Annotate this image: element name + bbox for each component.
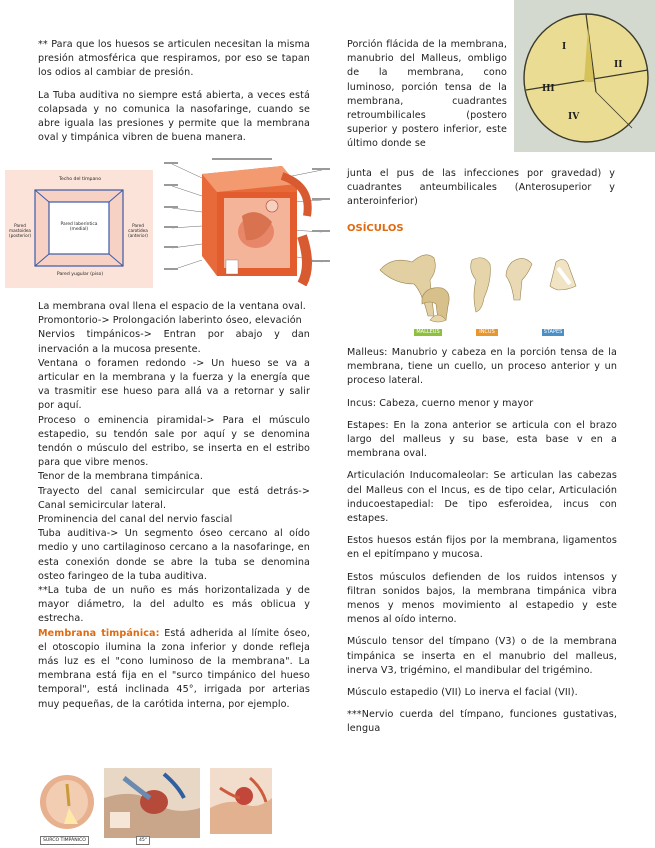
left-body-text — [38, 300, 310, 712]
tympanic-membrane-photo-svg — [38, 772, 96, 834]
malleus-paragraph: Malleus: Manubrio y cabeza en la porción tensa de la membrana, tiene un cuello, un proceso anterior y un proceso lateral. — [347, 347, 617, 387]
intro-paragraph-2: La Tuba auditiva no siempre está abierta, a veces está colapsada y no comunica la nasofaringe, cuando se abre iguala las presiones y permite que la membrana oval y timpánica vibren de buena manera. — [38, 89, 310, 144]
quadrant-II: II — [614, 60, 623, 70]
wall-top-label: Techo del tímpano — [58, 177, 102, 182]
ossicles-svg — [372, 240, 590, 338]
membrana-paragraph — [38, 627, 310, 712]
fixation-paragraph: Estos huesos están fijos por la membrana, ligamentos en el epitímpano y mucosa. — [347, 535, 617, 561]
wall-bottom-label: Pared yugular (piso) — [56, 272, 104, 277]
ear-cross-section-svg — [210, 768, 272, 834]
ear-cross-section-image — [210, 768, 272, 834]
tensor-paragraph: Músculo tensor del tímpano (V3) o de la membrana timpánica se inserta en el manubrio del malleus, inerva V3, trigémino, el mandibular del trigémino. — [347, 636, 617, 676]
body-line-piramidal: Proceso o eminencia piramidal-> Para el músculo estapedio, su tendón sale por aquí y se denomina tendón o músculo del estribo, se inserta en el estribo para que vibre menos. — [38, 414, 310, 469]
muscles-paragraph: Estos músculos defienden de los ruidos intensos y filtran sonidos bajos, la membrana timpánica vibra menos y menos movimiento al estapedio y este menos al oído interno. — [347, 571, 617, 626]
body-line-tuba: Tuba auditiva-> Un segmento óseo cercano al oído medio y uno cartilaginoso cercano a la nasofaringe, en esta conexión donde se abre la tuba se denomina osteo faringeo de la tuba auditiva. — [38, 528, 310, 582]
membrana-title: Membrana timpánica: — [38, 627, 160, 639]
intro-text — [38, 38, 310, 153]
ossicles-illustration — [372, 240, 590, 338]
middle-ear-box-illustration — [162, 156, 332, 286]
tympanic-membrane-photo — [38, 772, 96, 834]
tympanic-quadrants-svg — [514, 0, 655, 152]
body-line-nino: **La tuba de un nuño es más horizontalizada y de mayor diámetro, la del adulto es más oblicua y estrecha. — [38, 585, 310, 625]
stapes-label: STAPES — [543, 329, 563, 335]
body-line-ventana: Ventana o foramen redondo -> Un hueso se va a articular en la membrana y la fuerza y la energía que va trasmitir ese hueso para allá va a retornar y salir por aquí. — [38, 357, 310, 412]
body-line-nervios: Nervios timpánicos-> Entran por abajo y dan inervación a la mucosa presente. — [38, 329, 310, 355]
estapedio-paragraph: Músculo estapedio (VII) Lo inerva el facial (VII). — [347, 687, 578, 699]
malleus-label: MALLEUS — [414, 329, 442, 336]
body-line-promontorio: Promontorio-> Prolongación laberinto óseo, elevación — [38, 315, 302, 327]
portion-text — [347, 38, 507, 152]
portion-paragraph: Porción flácida de la membrana, manubrio del Malleus, ombligo de la membrana, cono luminoso, porción tensa de la membrana, cuadrantes retroumbilicales (postero superior y postero inferior, este último donde se — [347, 39, 507, 150]
caption-surco: SURCO TIMPÁNICO — [40, 836, 89, 845]
ossicles-heading: OSÍCULOS — [347, 223, 404, 234]
incus-label: INCUS — [476, 329, 498, 336]
middle-ear-section-image — [104, 768, 200, 838]
middle-ear-box-svg — [162, 156, 332, 286]
wall-left-label: Pared mastoidea (posterior) — [8, 223, 32, 238]
caption-angle: 45° — [136, 836, 150, 845]
wall-right-label: Pared carotidea (anterior) — [128, 223, 148, 238]
tympanic-walls-diagram — [5, 170, 153, 288]
wall-center-label: Pared laberíntica (medial) — [60, 222, 98, 232]
quadrant-I: I — [562, 42, 567, 52]
membrana-text: Está adherida al límite óseo, el otoscopio ilumina la zona inferior y donde refleja más luz es el "cono luminoso de la membrana". La membrana está fija en el "surco timpánico del hueso temporal", está inclinada 45°, irrigada por arterias muy pequeñas, de la carótida interna, por ejemplo. — [38, 627, 310, 710]
estapes-paragraph: Estapes: En la zona anterior se articula con el brazo largo del malleus y su base, esta base v en a membrana oval. — [347, 419, 617, 460]
body-line-tenor: Tenor de la membrana timpánica. — [38, 471, 204, 483]
portion-cont-paragraph: junta el pus de las infecciones por gravedad) y cuadrantes anteumbilicales (Anterosuperior y anteroinferior) — [347, 168, 615, 208]
quadrant-IV: IV — [568, 112, 580, 122]
middle-ear-section-svg — [104, 768, 200, 838]
intro-paragraph-1: ** Para que los huesos se articulen necesitan la misma presión atmosférica que respiramos, por eso se tapan los odios al cambiar de presión. — [38, 39, 310, 79]
portion-cont-text — [347, 167, 615, 210]
body-line-oval: La membrana oval llena el espacio de la ventana oval. — [38, 301, 306, 312]
body-line-prominencia: Prominencia del canal del nervio fascial — [38, 514, 233, 526]
tympanic-quadrants-diagram — [514, 0, 655, 152]
cuerda-paragraph: ***Nervio cuerda del tímpano, funciones gustativas, lengua — [347, 709, 617, 735]
quadrant-III: III — [542, 84, 555, 94]
body-line-canal: Trayecto del canal semicircular que está detrás-> Canal semicircular lateral. — [38, 485, 310, 511]
right-body-text — [347, 346, 617, 745]
articulation-paragraph: Articulación Inducomaleolar: Se articulan las cabezas del Malleus con el Incus, es de tipo celar, Articulación inducoestapedial: De tipo esferoidea, incus con estapes. — [347, 470, 617, 525]
incus-paragraph: Incus: Cabeza, cuerno menor y mayor — [347, 397, 534, 409]
